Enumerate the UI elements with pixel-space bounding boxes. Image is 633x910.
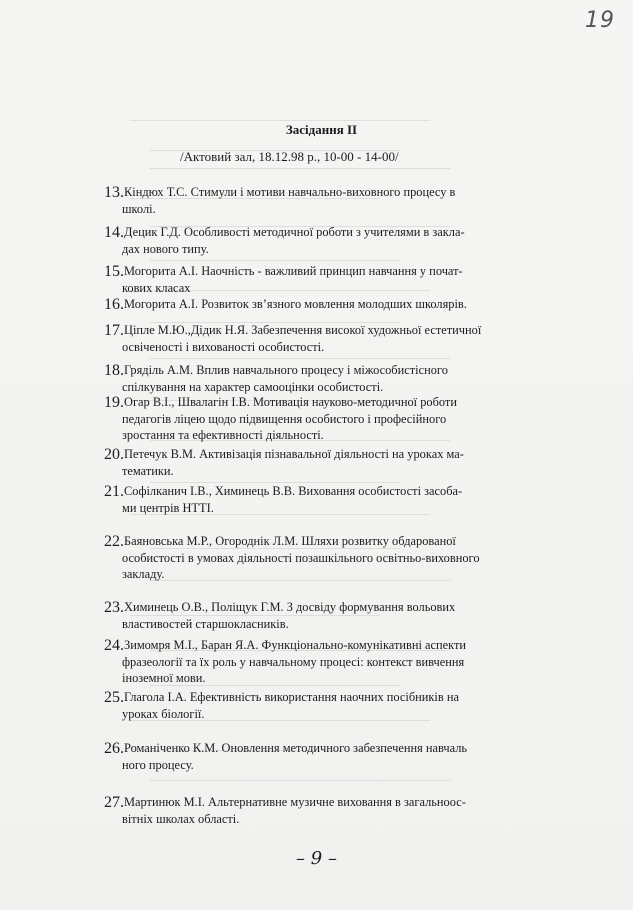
page-footer-number: – 9 – (296, 848, 337, 869)
item-text-cont: зростання та ефективності діяльності. (122, 428, 324, 442)
item-text-cont: особистості в умовах діяльності позашкільного освітньо-виховного (122, 551, 480, 565)
item-text: Глагола І.А. Ефективність використання наочних посібників на (124, 690, 459, 704)
item-text-cont: кових класах (122, 281, 191, 295)
list-item (104, 689, 524, 722)
item-text: Химинець О.В., Поліщук Г.М. З досвіду формування вольових (124, 600, 456, 614)
item-text-cont: ного процесу. (122, 758, 194, 772)
item-number: 25. (104, 689, 124, 706)
bleed-line (150, 168, 450, 169)
item-text: Гряділь А.М. Вплив навчального процесу і міжособистісного (124, 363, 448, 377)
item-text-cont: тематики. (122, 464, 174, 478)
item-text-cont: школі. (122, 202, 156, 216)
item-text: Петечук В.М. Активізація пізнавальної діяльності на уроках ма- (124, 447, 464, 461)
item-number: 16. (104, 296, 124, 313)
item-text-cont: спілкування на характер самооцінки особистості. (122, 380, 384, 394)
item-text-cont: уроках біології. (122, 707, 205, 721)
list-item (104, 446, 524, 479)
item-text: Зимомря М.І., Баран Я.А. Функціонально-комунікативні аспекти (124, 638, 467, 652)
item-text: Кіндюх Т.С. Стимули і мотиви навчально-виховного процесу в (124, 185, 456, 199)
page-corner-number: 19 (585, 8, 615, 33)
item-text: Децик Г.Д. Особливості методичної роботи з учителями в закла- (124, 225, 465, 239)
bleed-line (150, 260, 400, 261)
item-text-cont: дах нового типу. (122, 242, 209, 256)
item-number: 14. (104, 224, 124, 241)
list-item (104, 184, 524, 217)
item-text-cont: ми центрів НТТІ. (122, 501, 214, 515)
item-text: Софілканич І.В., Химинець В.В. Виховання особистості засоба- (124, 484, 463, 498)
item-number: 13. (104, 184, 124, 201)
item-number: 18. (104, 362, 124, 379)
list-item (104, 533, 524, 582)
item-number: 15. (104, 263, 124, 280)
item-number: 20. (104, 446, 124, 463)
session-subtitle: /Актовий зал, 18.12.98 р., 10-00 - 14-00/ (180, 149, 399, 164)
list-item (104, 394, 524, 443)
list-item (104, 263, 524, 296)
item-text-cont: властивостей старшокласників. (122, 617, 289, 631)
item-number: 24. (104, 637, 124, 654)
item-number: 26. (104, 740, 124, 757)
item-text: Могорита А.І. Наочність - важливий принцип навчання у почат- (124, 264, 463, 278)
item-number: 21. (104, 483, 124, 500)
item-number: 19. (104, 394, 124, 411)
item-text-cont: закладу. (122, 567, 165, 581)
bleed-through-texture (0, 110, 633, 850)
item-text: Баяновська М.Р., Огороднік Л.М. Шляхи розвитку обдарованої (124, 534, 456, 548)
list-item (104, 224, 524, 257)
item-text-cont: педагогів ліцею щодо підвищення особистого і професійного (122, 412, 447, 426)
item-text: Могорита А.І. Розвиток зв’язного мовлення молодших школярів. (124, 297, 467, 311)
list-item (104, 362, 524, 395)
item-number: 22. (104, 533, 124, 550)
item-text: Огар В.І., Швалагін І.В. Мотивація науково-методичної роботи (124, 395, 457, 409)
item-text: Романіченко К.М. Оновлення методичного забезпечення навчаль (124, 741, 468, 755)
item-text-cont: іноземної мови. (122, 671, 206, 685)
item-text-cont: освіченості і вихованості особистості. (122, 340, 325, 354)
item-number: 23. (104, 599, 124, 616)
list-item (104, 637, 524, 686)
item-number: 17. (104, 322, 124, 339)
list-item (104, 322, 524, 355)
item-text: Мартинюк М.І. Альтернативне музичне виховання в загальноос- (124, 795, 466, 809)
list-item (104, 483, 524, 516)
list-item (104, 794, 524, 827)
bleed-line (150, 780, 450, 781)
bleed-line (130, 120, 430, 121)
list-item (104, 296, 524, 313)
session-title: Засідання II (285, 122, 358, 137)
bleed-line (150, 358, 450, 359)
list-item (104, 599, 524, 632)
list-item (104, 740, 524, 773)
item-number: 27. (104, 794, 124, 811)
item-text-cont: вітніх школах області. (122, 812, 240, 826)
item-text: Ціпле М.Ю.,Дідик Н.Я. Забезпечення високої художньої естетичної (124, 323, 482, 337)
item-text-cont: фразеології та їх роль у навчальному процесі: контекст вивчення (122, 655, 465, 669)
